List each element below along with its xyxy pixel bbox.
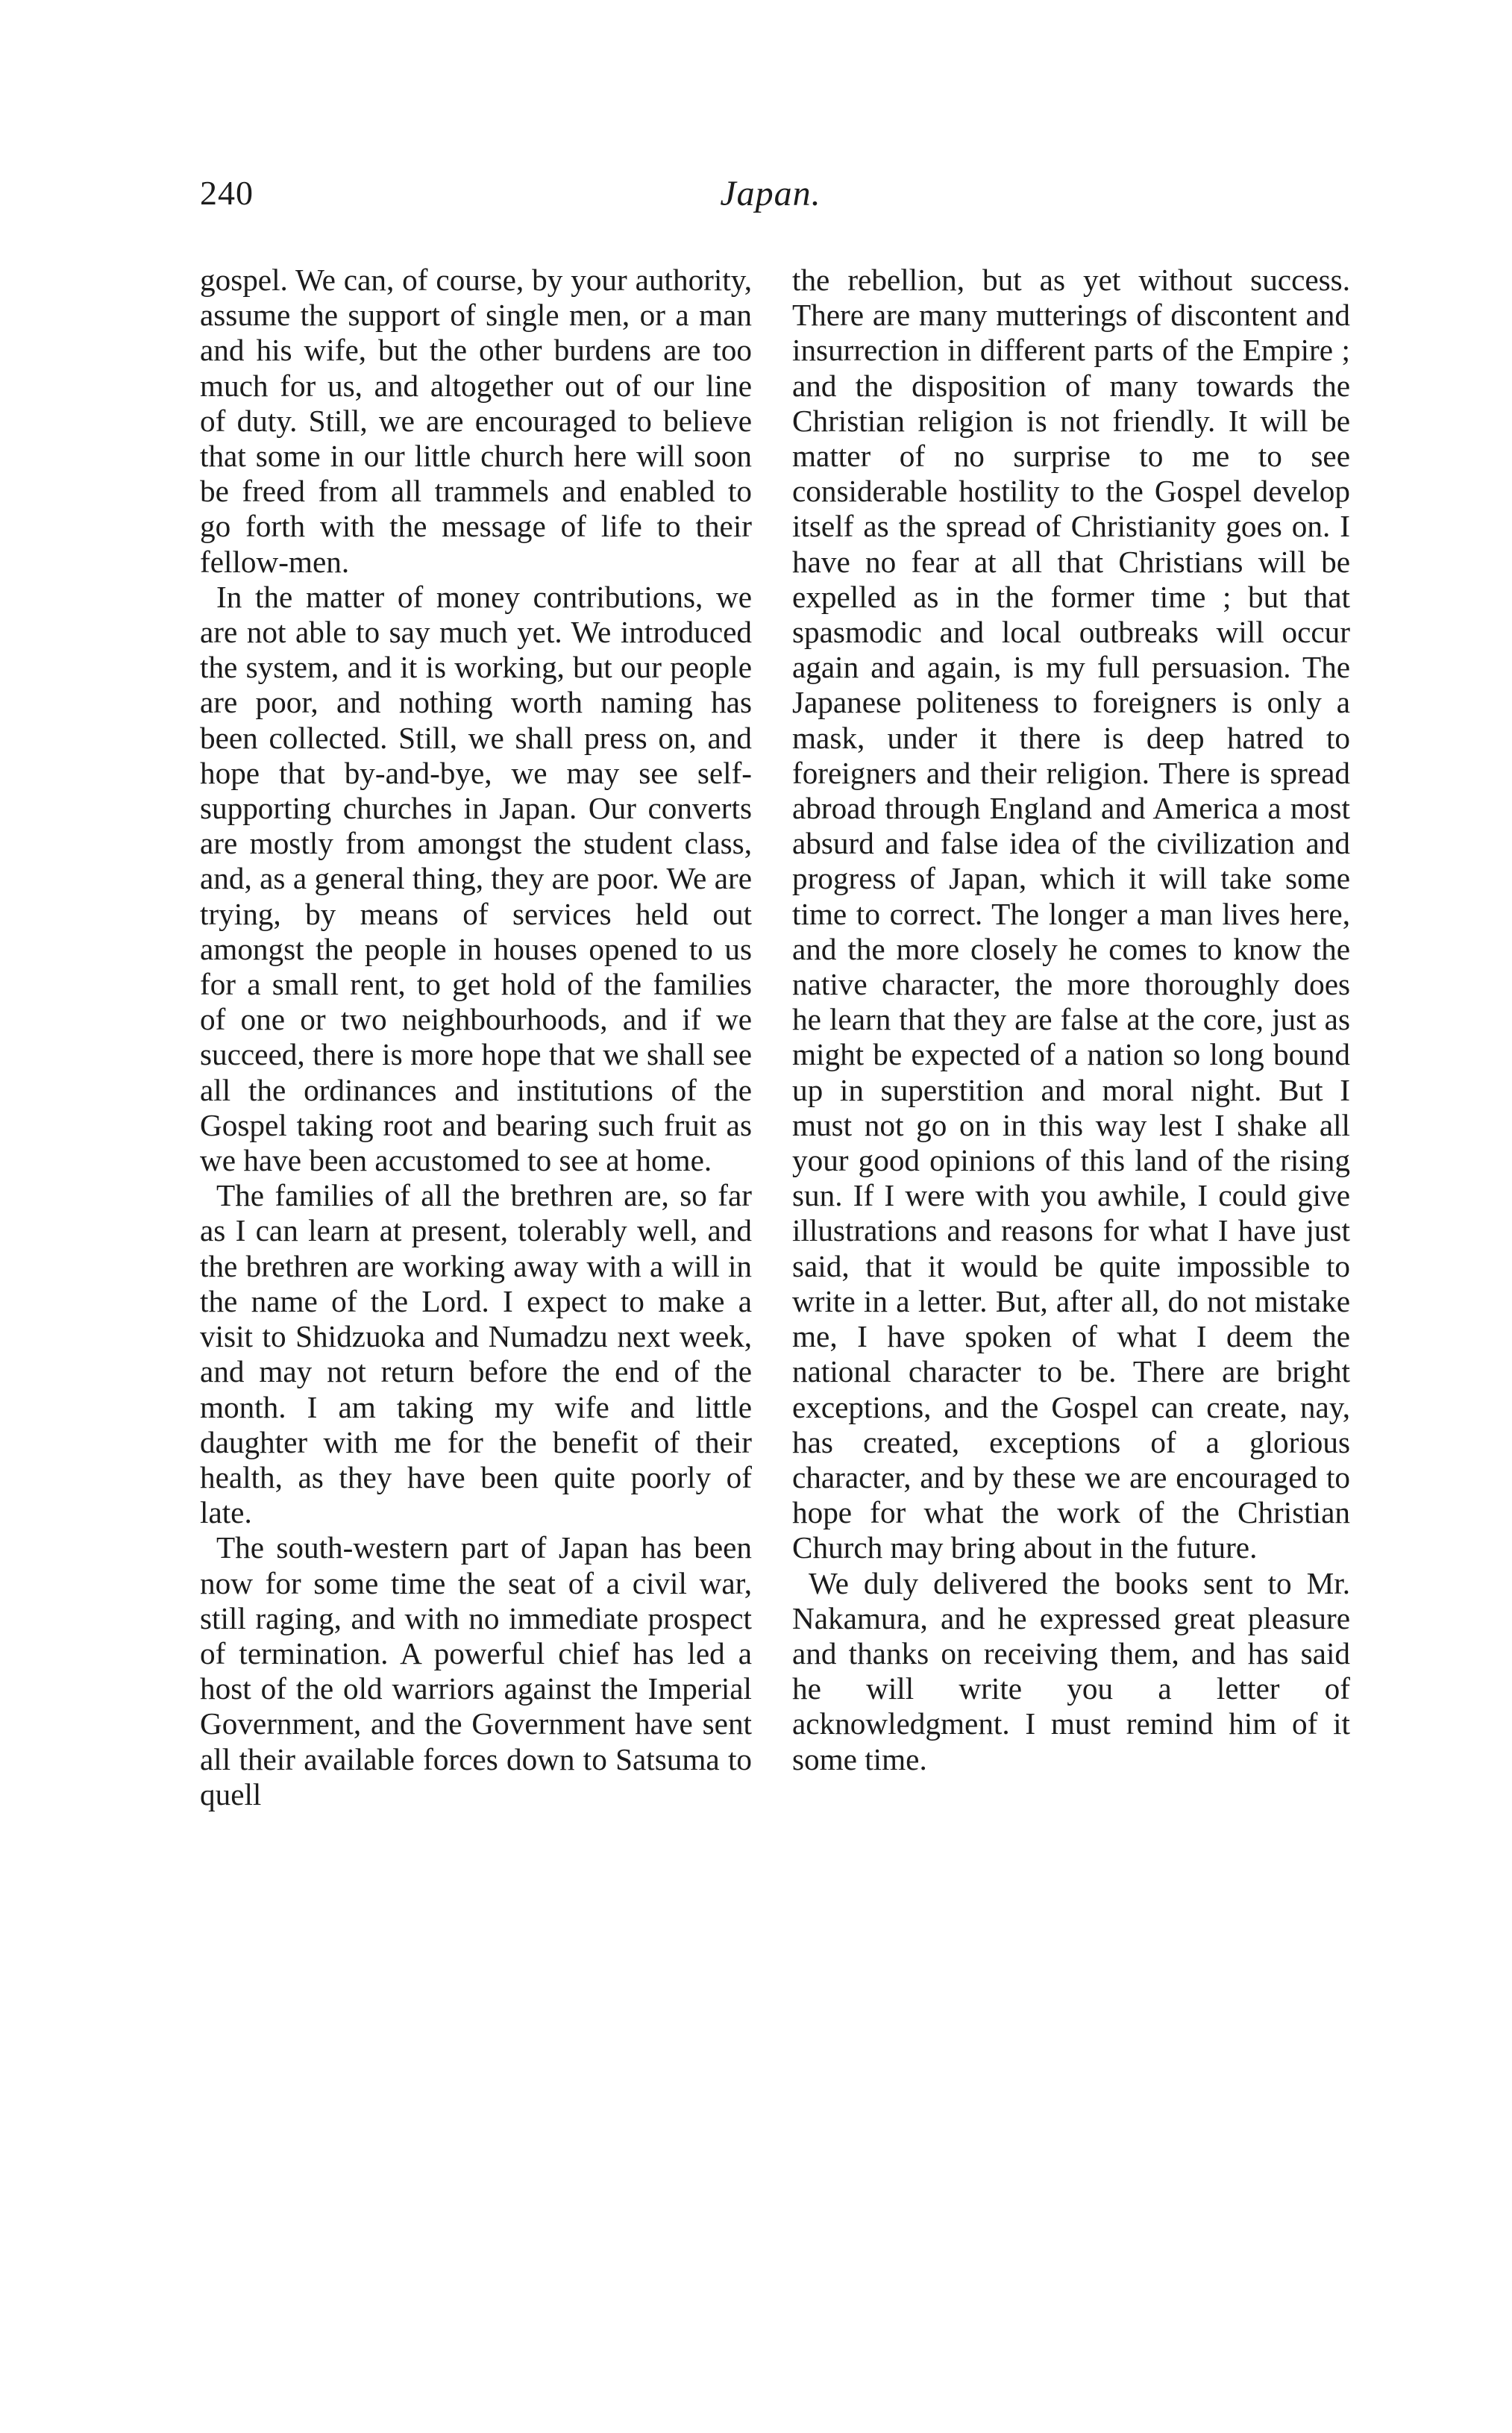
right-column xyxy=(792,263,1350,1777)
paragraph: In the matter of money contributions, we are not able to say much yet. We introduced the system, and it is working, but our people are poor, and nothing worth naming has been collected. Still, we shall press on, and hope that by-and-bye, we may see self-supporting churches in Japan. Our converts are mostly from amongst the student class, and, as a general thing, they are poor. We are trying, by means of services held out amongst the people in houses opened to us for a small rent, to get hold of the families of one or two neighbourhoods, and if we succeed, there is more hope that we shall see all the ordinances and institutions of the Gospel taking root and bearing such fruit as we have been accustomed to see at home. xyxy=(200,579,752,1178)
paragraph: the rebellion, but as yet without success. There are many mutterings of discontent and insurrection in different parts of the Empire ; and the disposition of many towards the Christian religion is not friendly. It will be matter of no surprise to me to see considerable hostility to the Gospel develop itself as the spread of Christianity goes on. I have no fear at all that Christians will be expelled as in the former time ; but that spasmodic and local outbreaks will occur again and again, is my full persuasion. The Japanese politeness to foreigners is only a mask, under it there is deep hatred to foreigners and their religion. There is spread abroad through England and America a most absurd and false idea of the civilization and progress of Japan, which it will take some time to correct. The longer a man lives here, and the more closely he comes to know the native character, the more thoroughly does he learn that they are false at the core, just as might be expected of a nation so long bound up in superstition and moral night. But I must not go on in this way lest I shake all your good opinions of this land of the rising sun. If I were with you awhile, I could give illustrations and reasons for what I have just said, that it would be quite impossible to write in a letter. But, after all, do not mistake me, I have spoken of what I deem the national character to be. There are bright exceptions, and the Gospel can create, nay, has created, exceptions of a glorious character, and by these we are encouraged to hope for what the work of the Christian Church may bring about in the future. xyxy=(792,263,1350,1565)
paragraph: The south-western part of Japan has been now for some time the seat of a civil war, still raging, and with no immediate prospect of termination. A powerful chief has led a host of the old warriors against the Imperial Government, and the Government have sent all their available forces down to Satsuma to quell xyxy=(200,1530,752,1812)
left-column xyxy=(200,263,752,1812)
paragraph: We duly delivered the books sent to Mr. Nakamura, and he expressed great pleasure and thanks on receiving them, and has said he will write you a letter of acknowledgment. I must remind him of it some time. xyxy=(792,1565,1350,1776)
page-header xyxy=(200,173,1341,225)
page-number: 240 xyxy=(200,174,254,212)
paragraph: gospel. We can, of course, by your authority, assume the support of single men, or a man and his wife, but the other burdens are too much for us, and altogether out of our line of duty. Still, we are encouraged to believe that some in our little church here will soon be freed from all trammels and enabled to go forth with the message of life to their fellow-men. xyxy=(200,263,752,579)
running-head: Japan. xyxy=(720,174,821,213)
paragraph: The families of all the brethren are, so far as I can learn at present, tolerably well, and the brethren are working away with a will in the name of the Lord. I expect to make a visit to Shidzuoka and Numadzu next week, and may not return before the end of the month. I am taking my wife and little daughter with me for the benefit of their health, as they have been quite poorly of late. xyxy=(200,1178,752,1530)
